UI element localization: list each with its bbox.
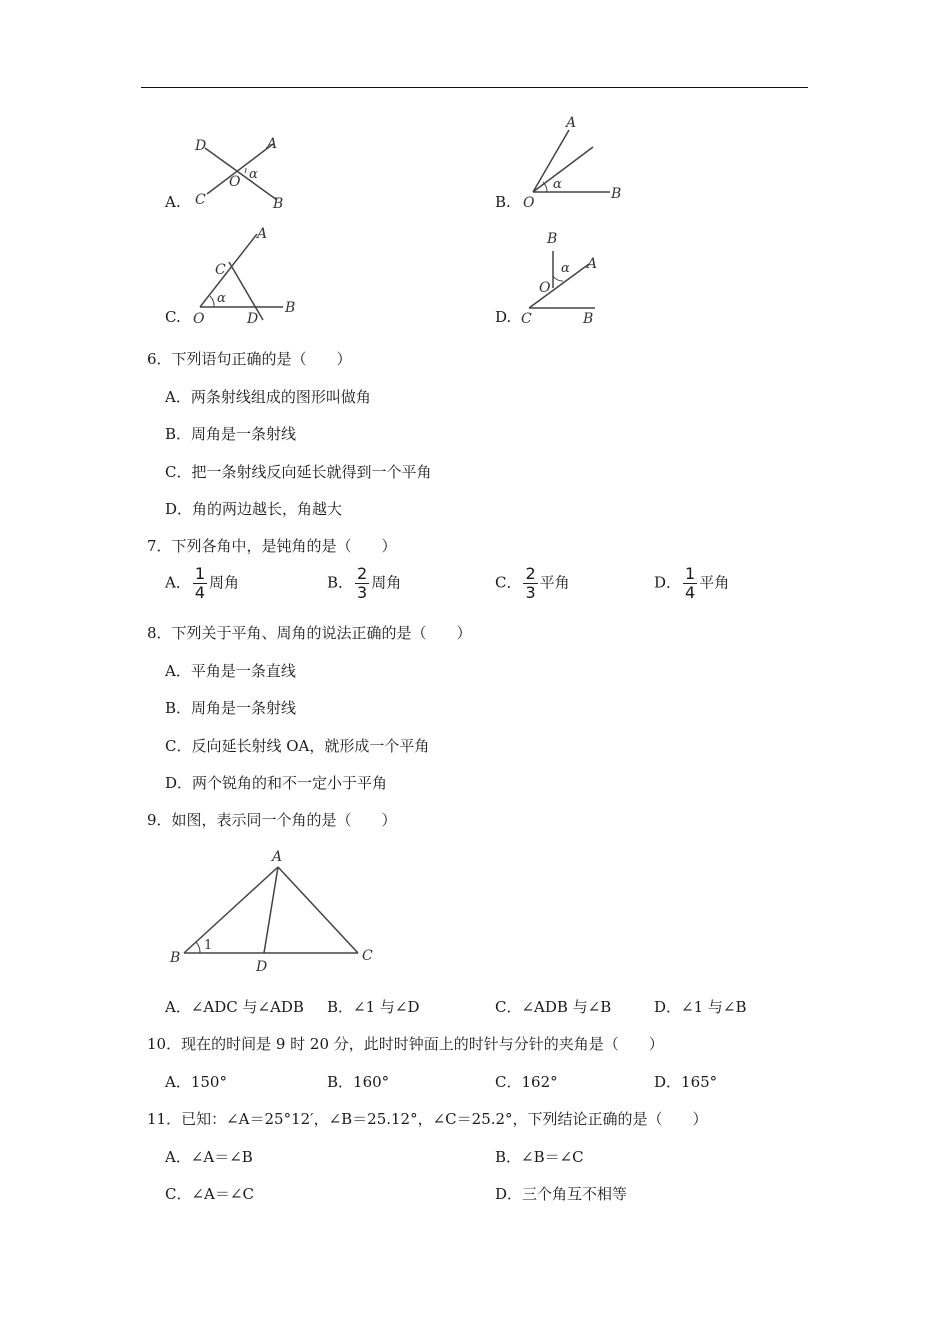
denominator: 4 [194, 583, 206, 602]
label-b-right: B [583, 311, 594, 327]
label-o: O [523, 195, 535, 211]
label-alpha: α [249, 167, 258, 182]
option-unit: 周角 [209, 573, 240, 592]
label-a: A [257, 226, 268, 242]
label-alpha: α [561, 261, 570, 276]
q11-stem: 11．已知：∠A＝25°12′，∠B＝25.12°，∠C＝25.2°，下列结论正确的是（ ） [147, 1110, 708, 1128]
label-b: B [170, 950, 181, 966]
q6-option-a: A．两条射线组成的图形叫做角 [165, 388, 371, 406]
q5-figure-c [185, 222, 305, 330]
label-a: A [272, 849, 283, 865]
q7-option-a [165, 566, 239, 601]
alpha-arc [553, 276, 563, 281]
q7-stem: 7．下列各角中，是钝角的是（ ） [147, 537, 397, 555]
fraction [355, 566, 369, 601]
label-o: O [193, 311, 205, 327]
q8-stem: 8．下列关于平角、周角的说法正确的是（ ） [147, 624, 472, 642]
fraction [193, 566, 207, 601]
label-d: D [247, 311, 259, 327]
label-a: A [566, 115, 577, 131]
numerator: 1 [194, 564, 206, 583]
denominator: 3 [357, 583, 368, 602]
label-d: D [256, 959, 268, 975]
q11-option-d: D．三个角互不相等 [495, 1185, 628, 1203]
q9-option-a: A．∠ADC 与∠ADB [165, 998, 304, 1016]
segment-ad [264, 867, 278, 953]
denominator: 4 [685, 583, 696, 602]
q6-option-b: B．周角是一条射线 [165, 425, 297, 443]
q5-option-d-letter: D. [495, 308, 512, 326]
label-alpha: α [217, 291, 226, 306]
q9-option-d: D．∠1 与∠B [654, 998, 747, 1016]
angle-1-arc [196, 942, 200, 953]
label-o: O [229, 174, 241, 190]
label-c: C [362, 948, 373, 964]
fraction [683, 566, 697, 601]
q5-figure-b [515, 112, 635, 212]
numerator: 2 [525, 564, 536, 583]
q10-stem: 10．现在的时间是 9 时 20 分，此时时钟面上的时针与分针的夹角是（ ） [147, 1035, 664, 1053]
label-a: A [267, 136, 278, 152]
q8-option-a: A．平角是一条直线 [165, 662, 296, 680]
line-db [205, 148, 277, 200]
q9-stem: 9．如图，表示同一个角的是（ ） [147, 811, 397, 829]
label-a: A [587, 256, 598, 272]
label-b: B [273, 196, 284, 212]
option-letter: B． [327, 573, 354, 592]
q6-option-d: D．角的两边越长，角越大 [165, 500, 343, 518]
q7-option-c [495, 566, 570, 601]
numerator: 2 [357, 564, 368, 583]
label-1: 1 [204, 938, 213, 953]
q5-figure-a [185, 128, 295, 218]
q11-option-c: C．∠A＝∠C [165, 1185, 254, 1203]
q7-option-b [327, 566, 401, 601]
label-alpha: α [553, 177, 562, 192]
q11-option-a: A．∠A＝∠B [165, 1148, 253, 1166]
q9-option-b: B．∠1 与∠D [327, 998, 420, 1016]
q6-stem: 6．下列语句正确的是（ ） [147, 350, 352, 368]
q8-option-d: D．两个锐角的和不一定小于平角 [165, 774, 388, 792]
label-c: C [195, 192, 206, 208]
ray-oa [529, 264, 589, 308]
label-o: O [539, 280, 551, 296]
label-c: C [521, 311, 532, 327]
label-c: C [215, 262, 226, 278]
label-b-top: B [547, 231, 558, 247]
ray-oa [533, 130, 569, 192]
option-letter: D． [654, 573, 682, 592]
label-d: D [195, 138, 207, 154]
label-b: B [611, 186, 622, 202]
fraction [523, 566, 537, 601]
q10-option-b: B．160° [327, 1073, 390, 1091]
option-letter: A． [165, 573, 191, 592]
q10-option-d: D．165° [654, 1073, 718, 1091]
q5-option-c-letter: C. [165, 308, 181, 326]
label-b: B [285, 300, 296, 316]
q7-option-d [654, 566, 729, 601]
q5-figure-d [515, 226, 615, 330]
q9-option-c: C．∠ADB 与∠B [495, 998, 612, 1016]
alpha-arc [210, 296, 214, 307]
q5-option-a-letter: A. [165, 193, 181, 211]
option-unit: 平角 [539, 573, 570, 592]
q10-option-c: C．162° [495, 1073, 558, 1091]
option-unit: 平角 [699, 573, 730, 592]
segment-ac [278, 867, 358, 953]
q10-option-a: A．150° [165, 1073, 227, 1091]
q8-option-c: C．反向延长射线 OA，就形成一个平角 [165, 737, 430, 755]
q5-option-b-letter: B. [495, 193, 511, 211]
q9-triangle-figure [160, 845, 390, 975]
alpha-arc [245, 168, 246, 173]
denominator: 3 [525, 583, 536, 602]
option-letter: C． [495, 573, 522, 592]
q11-option-b: B．∠B＝∠C [495, 1148, 584, 1166]
option-unit: 周角 [371, 573, 402, 592]
segment-ba [184, 867, 278, 953]
q8-option-b: B．周角是一条射线 [165, 699, 297, 717]
q6-option-c: C．把一条射线反向延长就得到一个平角 [165, 463, 432, 481]
ray-middle [533, 147, 593, 192]
numerator: 1 [685, 564, 696, 583]
header-rule [141, 87, 808, 88]
